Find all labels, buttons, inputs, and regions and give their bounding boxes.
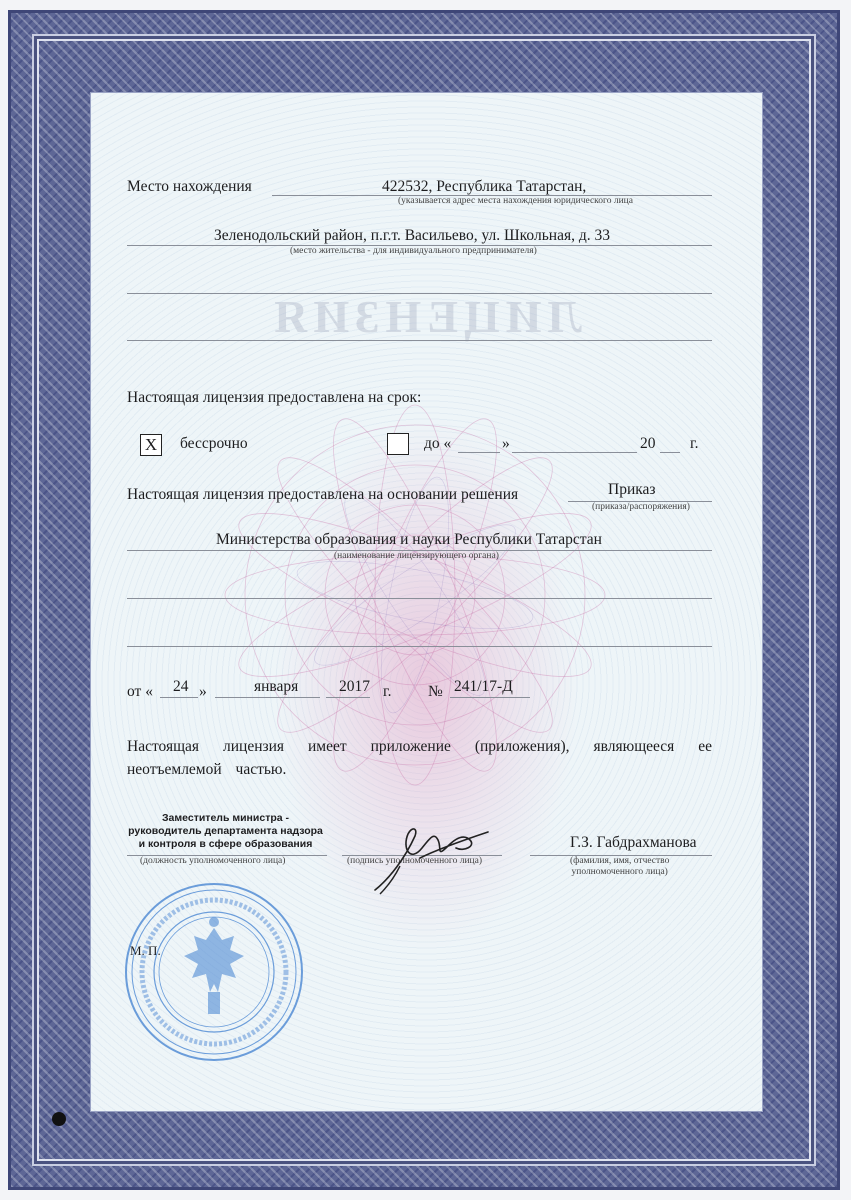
appendix-text-1: Настоящая лицензия имеет приложение (приложения), являющееся ее [127,738,712,755]
signatory-position [128,812,323,851]
official-seal [122,880,307,1065]
address-caption-1: (указывается адрес места нахождения юридического лица [398,196,633,206]
date-month: января [254,678,299,695]
blank-line-3 [127,598,712,599]
until-date-checkbox[interactable] [387,433,409,455]
authority-caption: (наименование лицензирующего органа) [334,551,499,561]
date-quote-close: » [199,683,207,700]
until-year-suffix: г. [690,435,699,452]
signature-caption: (подпись уполномоченного лица) [347,856,483,866]
appendix-text-2: неотъемлемой частью. [127,761,287,778]
address-caption-2: (место жительства - для индивидуального предпринимателя) [290,246,537,256]
decision-type: Приказ [608,481,656,498]
date-month-line [215,697,320,698]
name-caption [570,856,669,878]
until-quote-close: » [502,435,510,452]
signatory-position-line-3: и контроля в сфере образования [138,838,313,850]
mp-label: М. П. [130,943,161,958]
date-year-line [326,697,370,698]
date-year-suffix: г. [383,683,392,700]
date-prefix: от « [127,683,153,700]
until-prefix: до « [424,435,452,452]
address-label: Место нахождения [127,178,252,195]
address-value-1: 422532, Республика Татарстан, [382,178,587,195]
signatory-position-line-1: Заместитель министра - [161,812,289,824]
watermark-title: ЛИЦЕНЗИЯ [268,291,582,342]
punch-hole [52,1112,66,1126]
indefinite-checkbox[interactable]: X [140,434,162,456]
blank-line-2 [127,340,712,341]
number-sign: № [428,683,443,700]
number-line [450,697,530,698]
signatory-position-line-2: руководитель департамента надзора [128,825,323,837]
license-number: 241/17-Д [454,678,513,695]
date-day: 24 [173,678,189,695]
until-month-line [512,452,637,453]
signatory-name: Г.З. Габдрахманова [570,834,697,851]
indefinite-label: бессрочно [180,435,248,452]
basis-label: Настоящая лицензия предоставлена на основании решения [127,486,519,503]
position-caption: (должность уполномоченного лица) [140,856,286,866]
decision-caption: (приказа/распоряжения) [592,502,690,512]
date-year: 2017 [339,678,370,695]
term-label: Настоящая лицензия предоставлена на срок: [127,389,422,406]
blank-line-1 [127,293,712,294]
date-day-line [160,697,198,698]
name-caption-line-1: (фамилия, имя, отчество [570,856,670,866]
until-year-line [660,452,680,453]
handwritten-signature [360,818,495,898]
until-year-prefix: 20 [640,435,656,452]
address-value-2: Зеленодольский район, п.г.т. Васильево, ул. Школьная, д. 33 [214,227,610,244]
blank-line-4 [127,646,712,647]
until-day-line [458,452,500,453]
authority-name: Министерства образования и науки Республики Татарстан [216,531,602,548]
name-caption-line-2: уполномоченного лица) [571,867,668,877]
